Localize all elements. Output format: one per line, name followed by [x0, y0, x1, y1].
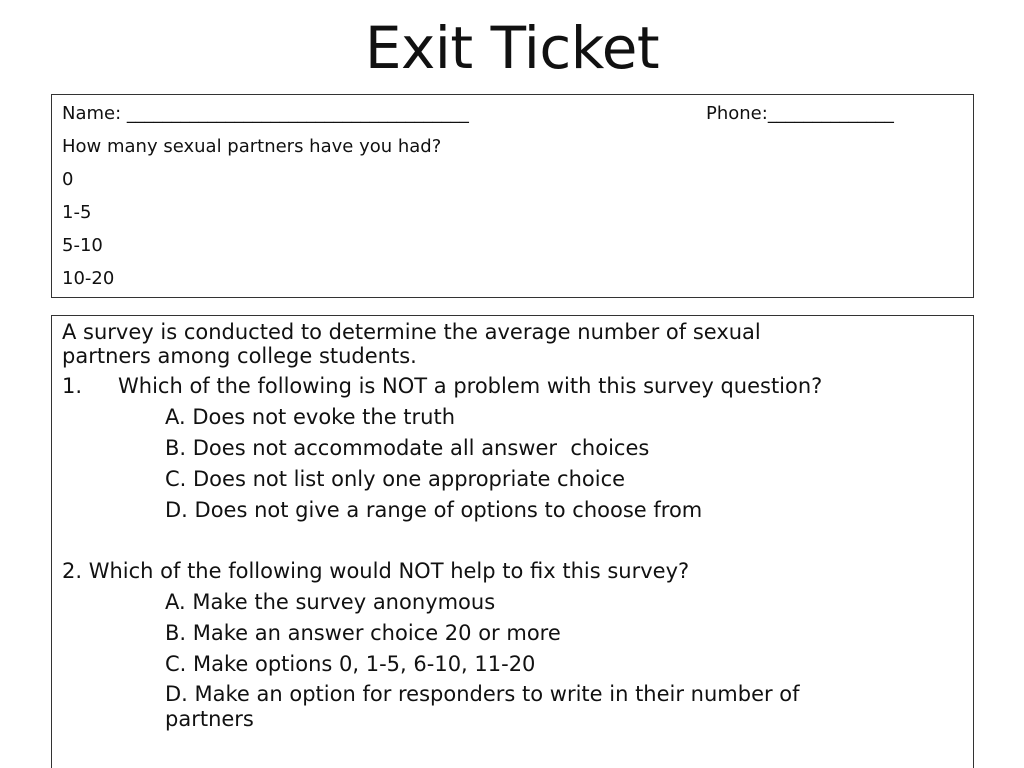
ticket-option: 1-5 — [62, 202, 92, 223]
question-1-number: 1. — [62, 374, 83, 398]
name-field-label: Name: ______________________________________ — [62, 103, 469, 124]
exit-ticket-question-box — [51, 94, 974, 298]
question-1-choice: B. Does not accommodate all answer choices — [165, 436, 650, 460]
ticket-question: How many sexual partners have you had? — [62, 136, 442, 157]
question-1-choice: D. Does not give a range of options to choose from — [165, 498, 703, 522]
question-1-choice: C. Does not list only one appropriate choice — [165, 467, 626, 491]
survey-intro: A survey is conducted to determine the average number of sexual — [62, 320, 761, 344]
ticket-option: 5-10 — [62, 235, 103, 256]
survey-intro: partners among college students. — [62, 344, 417, 368]
phone-field-label: Phone:______________ — [706, 103, 894, 124]
question-1-text: Which of the following is NOT a problem with this survey question? — [118, 374, 823, 398]
survey-questions-box — [51, 315, 974, 768]
question-2-choice: C. Make options 0, 1-5, 6-10, 11-20 — [165, 652, 536, 676]
question-2-choice-continued: partners — [165, 707, 254, 731]
ticket-option: 10-20 — [62, 268, 115, 289]
ticket-option: 0 — [62, 169, 74, 190]
question-1-choice: A. Does not evoke the truth — [165, 405, 456, 429]
question-2-choice: A. Make the survey anonymous — [165, 590, 496, 614]
question-2-text: 2. Which of the following would NOT help to fix this survey? — [62, 559, 690, 583]
question-2-choice: B. Make an answer choice 20 or more — [165, 621, 561, 645]
page-title: Exit Ticket — [364, 14, 660, 82]
question-2-choice: D. Make an option for responders to write in their number of — [165, 682, 800, 706]
